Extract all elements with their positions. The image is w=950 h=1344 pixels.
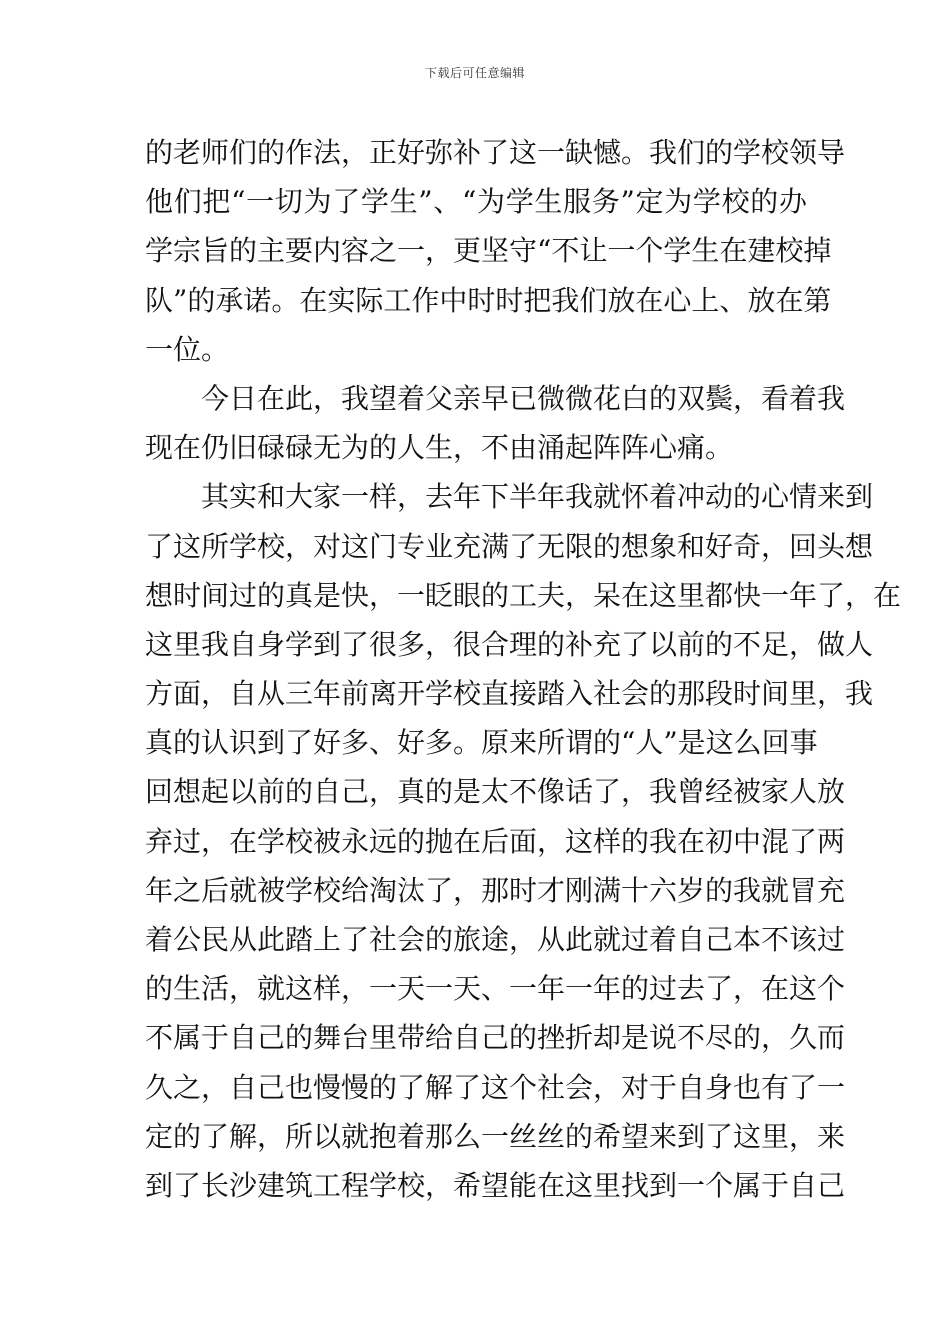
text-line: 不属于自己的舞台里带给自己的挫折却是说不尽的，久而: [145, 1021, 846, 1055]
text-line: 定的了解，所以就抱着那么一丝丝的希望来到了这里，来: [145, 1119, 846, 1153]
text-line: 方面，自从三年前离开学校直接踏入社会的那段时间里，我: [145, 677, 874, 711]
paragraph-2: [145, 374, 846, 472]
text-line: 的生活，就这样，一天一天、一年一年的过去了，在这个: [145, 972, 846, 1006]
text-line: 久之，自己也慢慢的了解了这个社会，对于自身也有了一: [145, 1070, 846, 1104]
text-line: 现在仍旧碌碌无为的人生，不由涌起阵阵心痛。: [145, 431, 734, 465]
paragraph-1: [145, 128, 846, 374]
text-line: 学宗旨的主要内容之一，更坚守“不让一个学生在建校掉: [145, 234, 832, 268]
text-line: 到了长沙建筑工程学校，希望能在这里找到一个属于自己: [145, 1168, 846, 1202]
text-line: 想时间过的真是快，一眨眼的工夫，呆在这里都快一年了，在: [145, 578, 902, 612]
page-header: 下载后可任意编辑: [424, 66, 525, 80]
text-line: 队”的承诺。在实际工作中时时把我们放在心上、放在第: [145, 283, 832, 317]
text-line: 一位。: [145, 332, 230, 366]
text-line: 年之后就被学校给淘汰了，那时才刚满十六岁的我就冒充: [145, 873, 846, 907]
text-line: 的老师们的作法，正好弥补了这一缺憾。我们的学校领导: [145, 136, 846, 169]
text-line: 了这所学校，对这门专业充满了无限的想象和好奇，回头想: [145, 529, 874, 563]
text-line: 这里我自身学到了很多，很合理的补充了以前的不足，做人: [145, 627, 874, 661]
paragraph-3: [145, 472, 902, 1210]
text-line: 今日在此，我望着父亲早已微微花白的双鬓，看着我: [201, 381, 846, 415]
text-line: 着公民从此踏上了社会的旅途，从此就过着自己本不该过: [145, 923, 846, 956]
text-line: 其实和大家一样，去年下半年我就怀着冲动的心情来到: [201, 480, 874, 514]
text-line: 弃过，在学校被永远的抛在后面，这样的我在初中混了两: [145, 824, 846, 858]
text-line: 真的认识到了好多、好多。原来所谓的“人”是这么回事: [145, 726, 818, 760]
text-line: 他们把“一切为了学生”、“为学生服务”定为学校的办: [145, 185, 807, 219]
text-line: 回想起以前的自己，真的是太不像话了，我曾经被家人放: [145, 775, 846, 809]
document-body: [145, 128, 902, 1210]
